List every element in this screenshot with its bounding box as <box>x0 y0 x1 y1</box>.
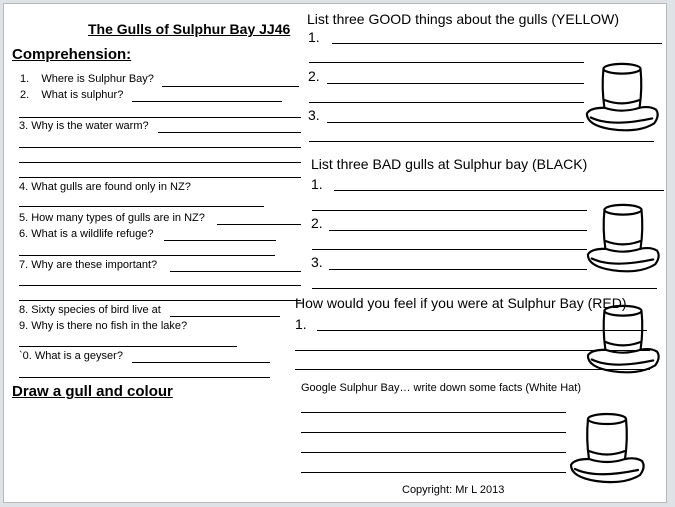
answer-line <box>301 452 566 453</box>
answer-line <box>312 249 587 250</box>
question-5: 5. How many types of gulls are in NZ? <box>19 212 205 224</box>
top-hat-icon <box>564 409 648 489</box>
worksheet-page <box>3 3 667 503</box>
answer-line <box>19 346 237 347</box>
top-hat-icon <box>582 200 662 278</box>
answer-line <box>19 117 301 118</box>
question-8: 8. Sixty species of bird live at <box>19 304 161 316</box>
bad-number-3: 3. <box>311 254 323 270</box>
answer-line <box>19 177 301 178</box>
feel-heading: How would you feel if you were at Sulphur Bay (RED) <box>295 295 627 311</box>
answer-line <box>312 288 657 289</box>
answer-line <box>19 285 301 286</box>
question-1: 1. Where is Sulphur Bay? <box>20 73 154 85</box>
question-10: `0. What is a geyser? <box>19 350 123 362</box>
question-9: 9. Why is there no fish in the lake? <box>19 320 188 332</box>
answer-line <box>19 147 301 148</box>
answer-line <box>162 86 299 87</box>
answer-line <box>158 132 301 133</box>
answer-line <box>132 362 270 363</box>
draw-heading: Draw a gull and colour <box>12 383 173 400</box>
question-2: 2. What is sulphur? <box>20 89 124 101</box>
answer-line <box>301 472 566 473</box>
answer-line <box>329 269 587 270</box>
bad-number-1: 1. <box>311 176 323 192</box>
copyright: Copyright: Mr L 2013 <box>402 484 505 496</box>
answer-line <box>327 122 584 123</box>
question-7: 7. Why are these important? <box>19 259 158 271</box>
good-heading: List three GOOD things about the gulls (YELLOW) <box>307 11 620 27</box>
worksheet-title: The Gulls of Sulphur Bay JJ46 <box>88 21 291 37</box>
answer-line <box>170 271 301 272</box>
answer-line <box>301 432 566 433</box>
answer-line <box>309 62 584 63</box>
good-number-2: 2. <box>308 68 320 84</box>
good-number-3: 3. <box>308 107 320 123</box>
answer-line <box>19 300 301 301</box>
bad-number-2: 2. <box>311 215 323 231</box>
question-3: 3. Why is the water warm? <box>19 120 149 132</box>
answer-line <box>132 101 282 102</box>
feel-number-1: 1. <box>295 316 307 332</box>
comprehension-heading: Comprehension: <box>12 46 132 63</box>
answer-line <box>19 206 264 207</box>
answer-line <box>19 162 301 163</box>
answer-line <box>329 230 587 231</box>
answer-line <box>309 141 654 142</box>
answer-line <box>19 255 275 256</box>
question-4: 4. What gulls are found only in NZ? <box>19 181 191 193</box>
bad-heading: List three BAD gulls at Sulphur bay (BLACK) <box>311 156 588 172</box>
answer-line <box>332 43 662 44</box>
google-heading: Google Sulphur Bay… write down some facts (White Hat) <box>301 382 582 394</box>
question-6: 6. What is a wildlife refuge? <box>19 228 154 240</box>
answer-line <box>19 377 270 378</box>
answer-line <box>170 316 280 317</box>
good-number-1: 1. <box>308 29 320 45</box>
answer-line <box>164 240 276 241</box>
answer-line <box>217 224 301 225</box>
top-hat-icon <box>582 301 662 379</box>
answer-line <box>334 190 664 191</box>
answer-line <box>309 102 584 103</box>
top-hat-icon <box>581 59 661 137</box>
answer-line <box>301 412 566 413</box>
answer-line <box>327 83 584 84</box>
answer-line <box>312 210 587 211</box>
